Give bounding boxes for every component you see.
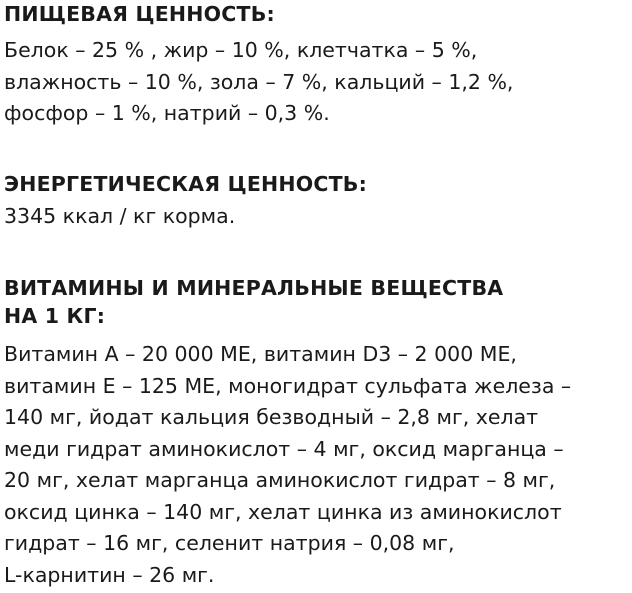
text-line: витамин Е – 125 МЕ, моногидрат сульфата железа – xyxy=(4,373,572,398)
text-line: гидрат – 16 мг, селенит натрия – 0,08 мг, xyxy=(4,531,455,555)
nutritional-value-section xyxy=(4,0,513,130)
energy-value-text xyxy=(4,201,367,233)
text-line: 20 мг, хелат марганца аминокислот гидрат – 8 мг, xyxy=(4,468,556,492)
text-line: 3345 ккал / кг корма. xyxy=(4,204,236,228)
text-line: Витамин А – 20 000 МЕ, витамин D3 – 2 000 МЕ, xyxy=(4,342,517,366)
text-line: L-карнитин – 26 мг. xyxy=(4,562,215,587)
nutritional-value-text xyxy=(4,35,513,130)
energy-value-heading: ЭНЕРГЕТИЧЕСКАЯ ЦЕННОСТЬ: xyxy=(4,172,368,196)
nutritional-value-heading: ПИЩЕВАЯ ЦЕННОСТЬ: xyxy=(4,2,275,26)
energy-value-section xyxy=(4,170,367,233)
text-line: 140 мг, йодат кальция безводный – 2,8 мг, хелат xyxy=(4,405,539,429)
vitamins-minerals-section xyxy=(4,274,571,591)
text-line: фосфор – 1 %, натрий – 0,3 %. xyxy=(4,101,330,125)
vitamins-minerals-text xyxy=(4,339,571,591)
text-line: оксид цинка – 140 мг, хелат цинка из аминокислот xyxy=(4,499,562,524)
text-line: меди гидрат аминокислот – 4 мг, оксид марганца – xyxy=(4,436,564,461)
vitamins-minerals-heading: ВИТАМИНЫ И МИНЕРАЛЬНЫЕ ВЕЩЕСТВА НА 1 КГ: xyxy=(4,276,504,328)
text-line: влажность – 10 %, зола – 7 %, кальций – 1,2 %, xyxy=(4,69,514,94)
text-line: Белок – 25 % , жир – 10 %, клетчатка – 5 %, xyxy=(4,38,478,62)
